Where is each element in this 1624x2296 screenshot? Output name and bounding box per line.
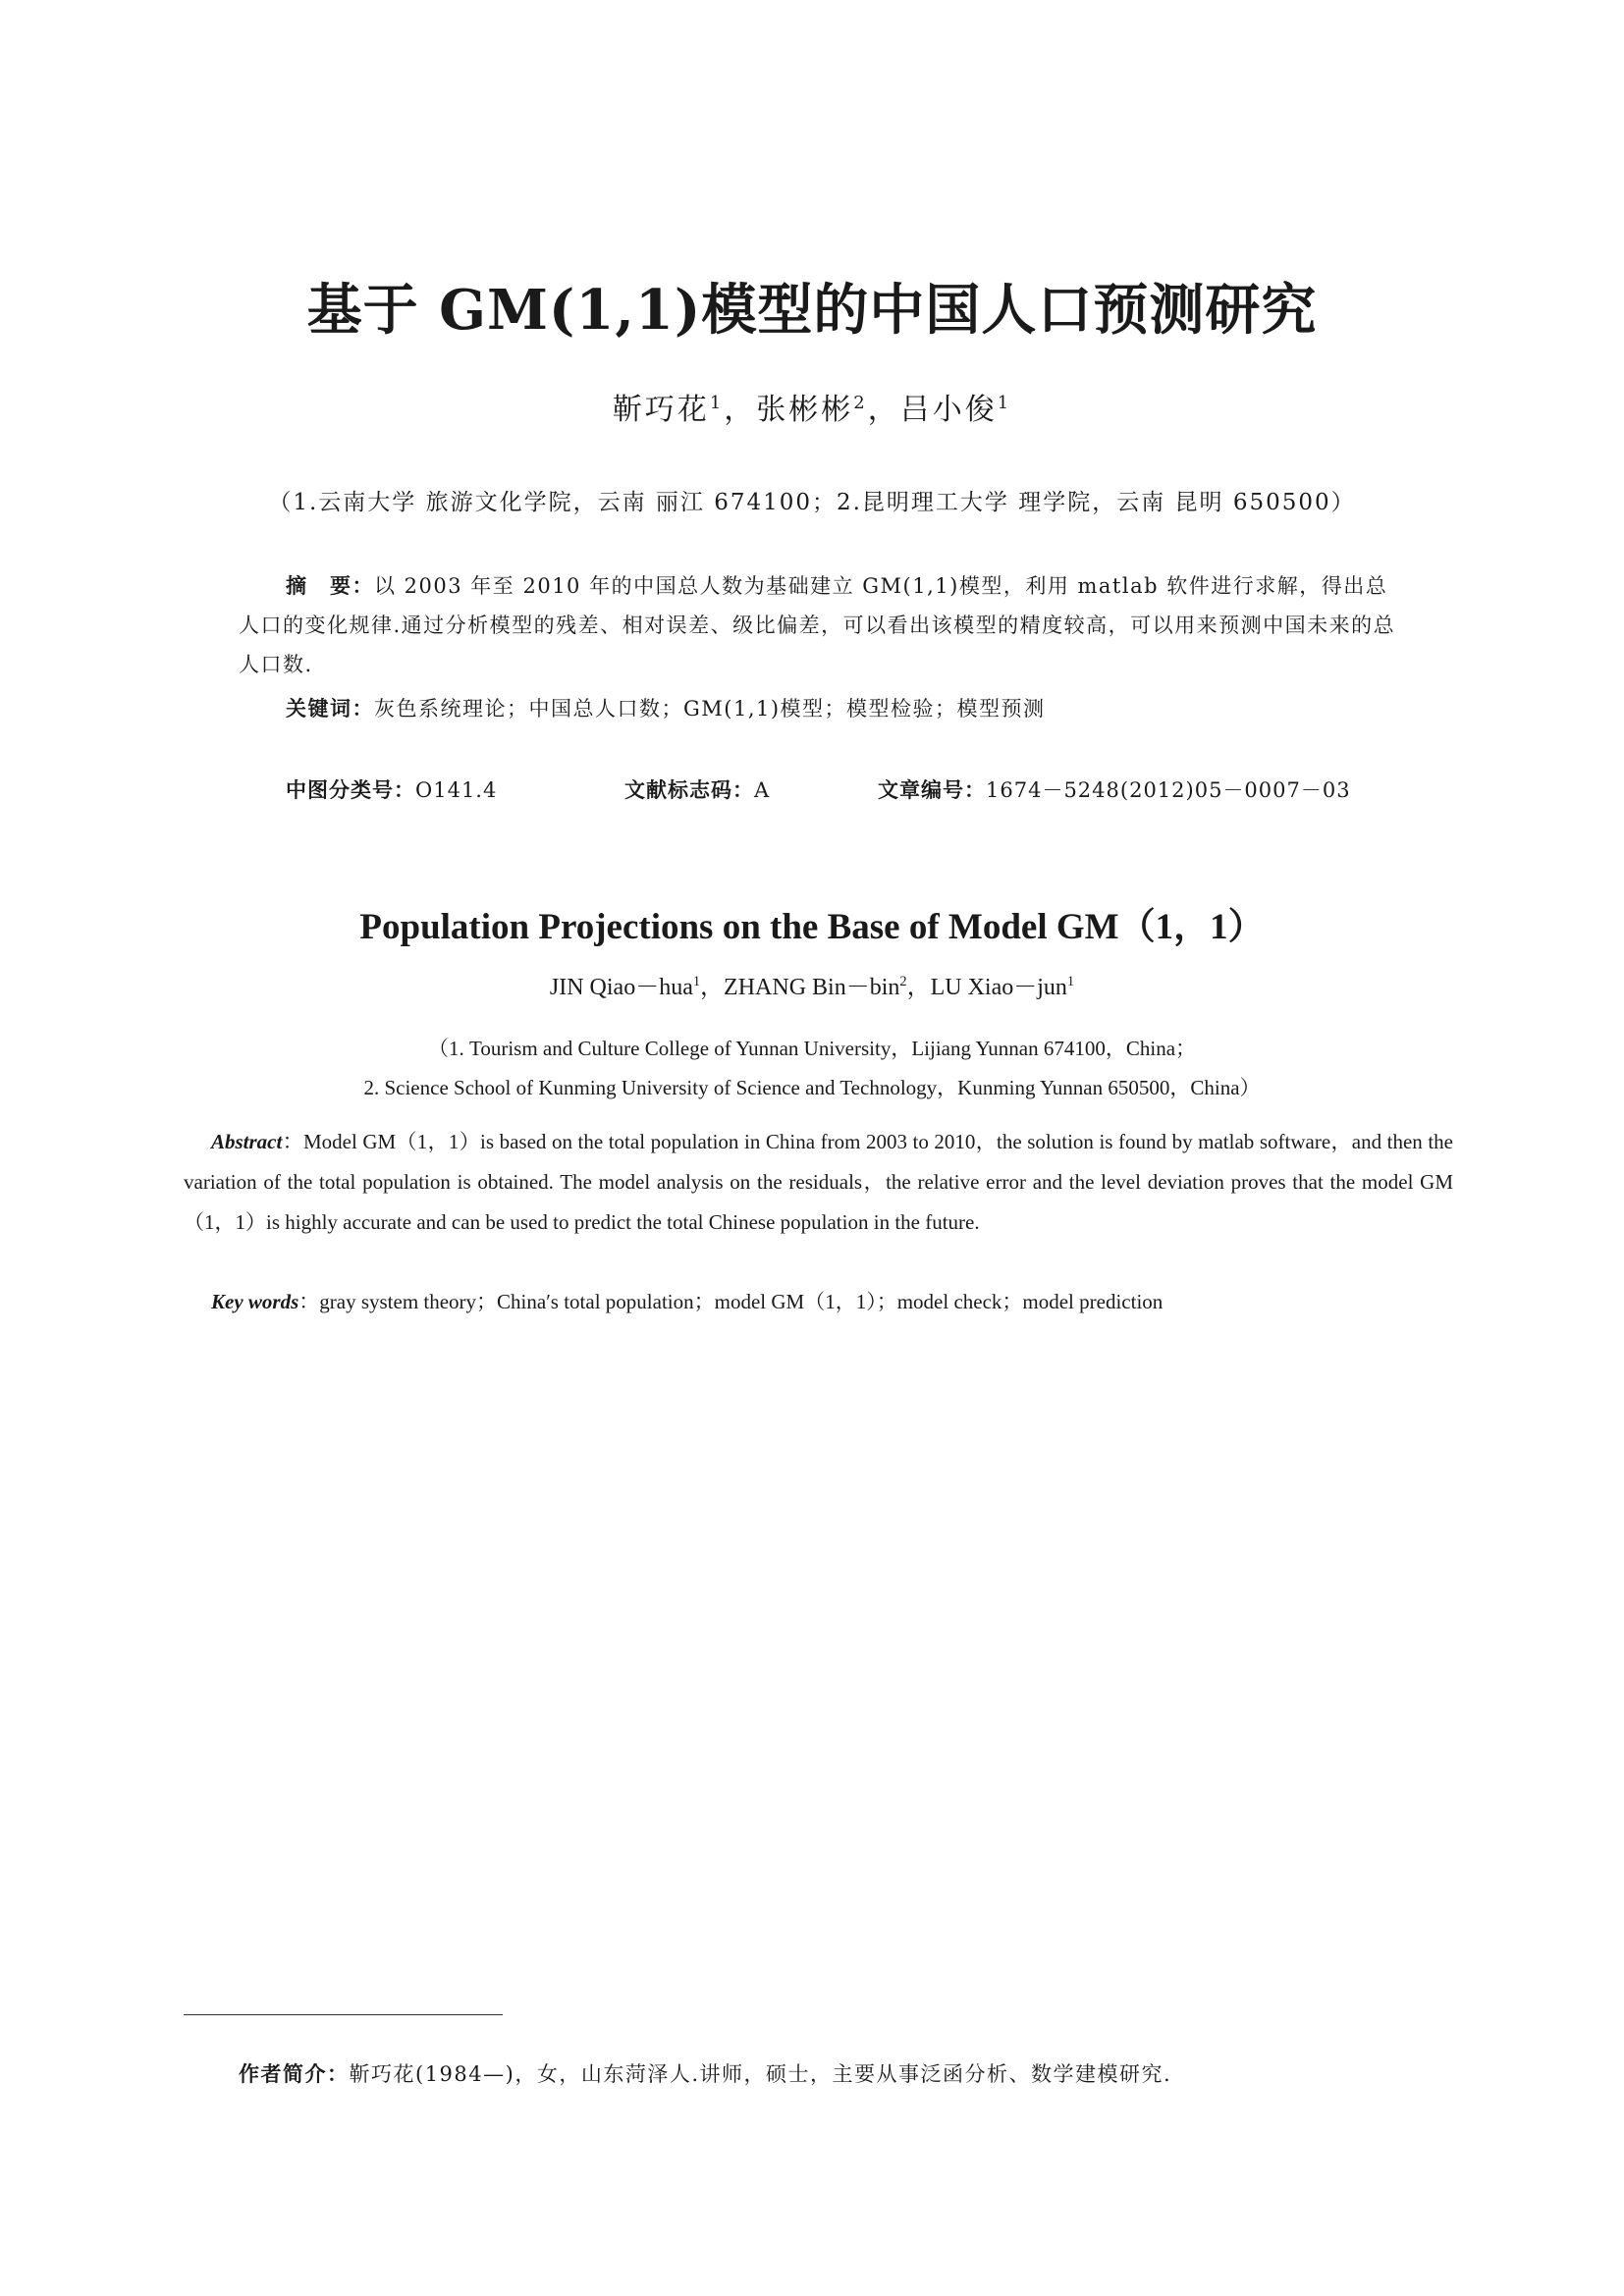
- clc-number: [286, 774, 497, 804]
- author-name: LU Xiao－jun: [930, 975, 1067, 1000]
- author-bio-label: 作者简介：: [239, 2062, 350, 2086]
- author-separator: ，: [906, 975, 931, 1000]
- author-name: 靳巧花: [612, 393, 710, 427]
- article-number: [878, 774, 1351, 804]
- chinese-authors: [0, 385, 1624, 428]
- english-keywords-colon: ：: [298, 1290, 320, 1313]
- author-name: ZHANG Bin－bin: [724, 975, 900, 1000]
- english-keywords-label: Key words: [211, 1290, 299, 1313]
- english-keywords-text: gray system theory；China′s total population；model GM（1，1）；model check；model prediction: [319, 1290, 1164, 1313]
- english-title: Population Projections on the Base of Model GM（1，1）: [359, 907, 1265, 947]
- author-name: 张彬彬: [756, 393, 854, 427]
- english-abstract-colon: ：: [282, 1130, 303, 1153]
- author-separator: ，: [700, 975, 725, 1000]
- author-affiliation-mark: 2: [853, 393, 868, 413]
- document-code: [624, 774, 770, 804]
- clc-value: O141.4: [415, 778, 498, 802]
- author-name: 吕小俊: [899, 393, 998, 427]
- author-bio-footnote: [239, 2058, 1453, 2088]
- chinese-affiliation: （1.云南大学 旅游文化学院，云南 丽江 674100；2.昆明理工大学 理学院，云南 昆明 650500）: [268, 490, 1356, 515]
- chinese-title: 基于 GM(1,1)模型的中国人口预测研究: [306, 278, 1318, 343]
- chinese-abstract-label: 摘 要：: [286, 574, 374, 598]
- article-number-value: 1674－5248(2012)05－0007－03: [986, 778, 1351, 802]
- document-code-label: 文献标志码：: [624, 778, 754, 802]
- author-affiliation-mark: 1: [692, 974, 701, 989]
- author-name: JIN Qiao－hua: [549, 975, 693, 1000]
- english-keywords: [211, 1286, 1453, 1315]
- author-separator: ，: [724, 393, 757, 427]
- english-abstract-label: Abstract: [211, 1130, 283, 1153]
- article-number-label: 文章编号：: [878, 778, 986, 802]
- clc-label: 中图分类号：: [286, 778, 415, 802]
- chinese-abstract: [239, 566, 1402, 684]
- chinese-keywords-text: 灰色系统理论；中国总人口数；GM(1,1)模型；模型检验；模型预测: [374, 697, 1046, 721]
- english-abstract: [184, 1122, 1453, 1243]
- chinese-keywords-label: 关键词：: [286, 697, 374, 721]
- chinese-abstract-text: 以 2003 年至 2010 年的中国总人数为基础建立 GM(1,1)模型，利用 matlab 软件进行求解，得出总人口的变化规律.通过分析模型的残差、相对误差、级比偏差，可以看出该模型的精度较高，可以用来预测中国未来的总人口数.: [239, 574, 1396, 676]
- author-separator: ，: [867, 393, 900, 427]
- english-abstract-text: Model GM（1，1）is based on the total population in China from 2003 to 2010，the solution is found by matlab software，and then the variation of the total population is obtained. The model analysis on the residuals，the relative error and the level deviation proves that the model GM（1，1）is highly accurate and can be used to predict the total Chinese population in the future.: [184, 1130, 1454, 1234]
- author-affiliation-mark: 2: [899, 974, 907, 989]
- document-code-value: A: [754, 778, 771, 802]
- english-affiliation-line-1: （1. Tourism and Culture College of Yunnan University，Lijiang Yunnan 674100，China；: [427, 1037, 1197, 1060]
- author-bio-text: 靳巧花(1984—)，女，山东菏泽人.讲师，硕士，主要从事泛函分析、数学建模研究.: [349, 2062, 1172, 2086]
- english-authors: [0, 967, 1624, 1001]
- author-affiliation-mark: 1: [997, 393, 1012, 413]
- footnote-divider: [184, 2014, 503, 2015]
- chinese-keywords: [286, 693, 1402, 722]
- author-affiliation-mark: 1: [709, 393, 725, 413]
- author-affiliation-mark: 1: [1066, 974, 1075, 989]
- english-affiliation-line-2: 2. Science School of Kunming University of Science and Technology，Kunming Yunnan 650500，China）: [363, 1076, 1261, 1099]
